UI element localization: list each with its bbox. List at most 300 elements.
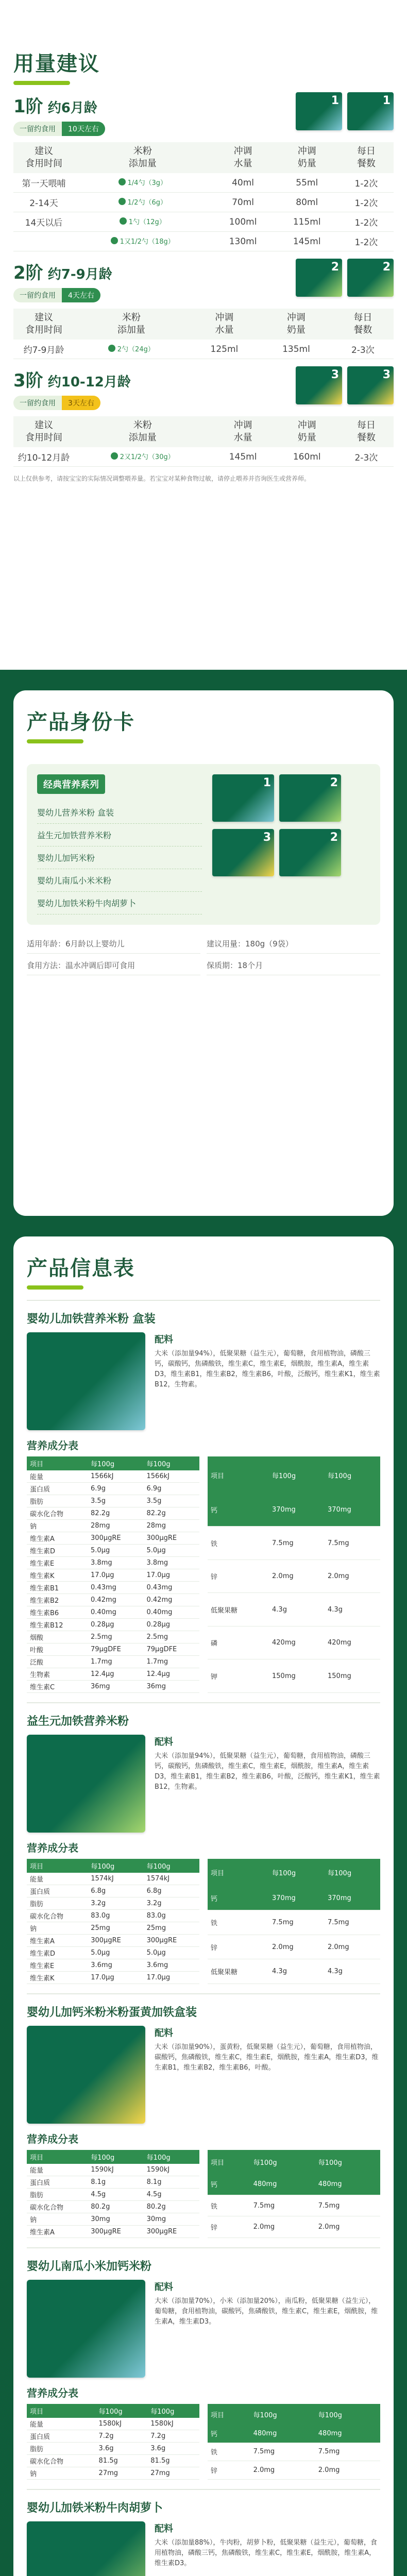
nutrition-table xyxy=(27,1859,199,1984)
nutrition-cell: 3.5g xyxy=(144,1495,200,1507)
nutrition-cell: 4.3g xyxy=(269,1959,325,1984)
nutrition-row xyxy=(208,1935,380,1959)
ingredients-title: 配料 xyxy=(155,1737,173,1748)
ingredients-text: 大米（添加量70%），小米（添加量20%），南瓜粉，低聚果糖（益生元），葡萄糖，食用植物油，碳酸钙，焦磷酸铁，维生素C，维生素E，烟酰胺，维生素A，维生素D3。 xyxy=(155,2297,378,2326)
usage-header-cell: 建议 食用时间 xyxy=(13,142,74,173)
nutrition-tables xyxy=(27,1456,380,1693)
nutrition-cell: 钙 xyxy=(208,2174,250,2195)
nutrition-cell: 17.0μg xyxy=(88,1972,143,1984)
nutrition-header-cell: 每100g xyxy=(96,2404,148,2418)
ingredients-text: 大米（添加量90%），蛋黄粉，低聚果糖（益生元），葡萄糖，食用植物油，碳酸钙，焦磷酸铁，维生素C，维生素E，烟酰胺，维生素A，维生素D3，维生素B1，维生素B2，维生素B6，叶酸。 xyxy=(155,2043,379,2072)
product-top xyxy=(27,1735,380,1833)
nutrition-row xyxy=(27,1619,199,1631)
nutrition-header-cell: 项目 xyxy=(27,2150,88,2164)
nutrition-header-cell: 每100g xyxy=(269,1859,325,1886)
usage-header-cell: 每日 餐数 xyxy=(339,142,394,173)
nutrition-cell: 300μgRE xyxy=(144,2226,199,2238)
usage-water: 145ml xyxy=(211,447,275,467)
nutrition-cell: 80.2g xyxy=(144,2201,199,2213)
nutrition-row xyxy=(27,2418,199,2430)
nutrition-cell: 能量 xyxy=(27,2418,96,2430)
nutrition-row xyxy=(27,1582,199,1594)
ingredients-title: 配料 xyxy=(155,1334,173,1345)
nutrition-cell: 脂肪 xyxy=(27,1495,88,1507)
nutrition-cell: 3.6mg xyxy=(144,1959,199,1972)
nutrition-cell: 钙 xyxy=(208,1494,269,1527)
usage-amount xyxy=(74,212,211,232)
usage-header-cell: 冲调 水量 xyxy=(211,142,275,173)
idcard-item: 婴幼儿南瓜小米米粉 xyxy=(37,869,202,892)
nutrition-cell: 锌 xyxy=(208,2461,250,2480)
nutrition-cell: 82.2g xyxy=(144,1507,200,1520)
idcard-section xyxy=(0,670,407,1236)
nutrition-cell: 3.8mg xyxy=(144,1557,200,1569)
usage-water: 40ml xyxy=(211,173,275,193)
spoon-icon xyxy=(120,217,127,225)
nutrition-cell: 370mg xyxy=(325,1494,380,1527)
product-name: 婴幼儿加铁营养米粉 盒装 xyxy=(27,1313,156,1326)
nutrition-cell: 碳水化合物 xyxy=(27,2455,96,2467)
nutrition-cell: 300μgRE xyxy=(88,1532,143,1545)
nutrition-cell: 6.8g xyxy=(144,1885,199,1897)
nutrition-cell: 1580kJ xyxy=(96,2418,148,2430)
nutrition-cell: 铁 xyxy=(208,1910,269,1935)
nutrition-row xyxy=(27,1557,199,1569)
stage-packs xyxy=(296,366,394,404)
nutrition-row xyxy=(208,2443,380,2461)
product-card xyxy=(27,1300,380,1693)
nutrition-header-cell: 每100g xyxy=(250,2150,315,2174)
product-image xyxy=(27,2026,145,2124)
nutrition-row xyxy=(27,1935,199,1947)
nutrition-cell: 蛋白质 xyxy=(27,2430,96,2443)
nutrition-cell: 27mg xyxy=(96,2467,148,2480)
nutrition-cell: 铁 xyxy=(208,2443,250,2461)
usage-milk: 115ml xyxy=(275,212,339,232)
nutrition-cell: 维生素B2 xyxy=(27,1594,88,1606)
ingredients xyxy=(155,2026,380,2124)
nutrition-cell: 3.6g xyxy=(147,2443,199,2455)
usage-meals: 1-2次 xyxy=(339,232,394,251)
usage-table xyxy=(13,416,394,467)
usage-section xyxy=(0,0,407,670)
nutrition-cell: 4.3g xyxy=(325,1959,380,1984)
nutrition-cell: 烟酸 xyxy=(27,1631,88,1643)
nutrition-cell: 30mg xyxy=(88,2213,143,2226)
nutrition-cell: 5.0μg xyxy=(88,1545,143,1557)
nutrition-cell: 1580kJ xyxy=(147,2418,199,2430)
stage-tag-label: 一留约食用 xyxy=(13,396,62,410)
usage-table-row xyxy=(13,193,394,212)
nutrition-row xyxy=(27,2455,199,2467)
spoon-icon xyxy=(111,452,118,460)
nutrition-cell: 25mg xyxy=(88,1922,143,1935)
nutrition-row xyxy=(208,1593,380,1626)
nutrition-row xyxy=(27,1569,199,1582)
usage-header-cell: 冲调 水量 xyxy=(189,309,261,340)
ingredients-title: 配料 xyxy=(155,2028,173,2039)
nutrition-cell: 生物素 xyxy=(27,1668,88,1681)
spoon-label: 2又1/2勺（30g） xyxy=(120,453,175,461)
nutrition-row xyxy=(27,1897,199,1910)
idcard-meta-item: 保质期：18个月 xyxy=(207,960,380,975)
nutrition-cell: 300μgRE xyxy=(144,1935,199,1947)
nutrition-cell: 2.0mg xyxy=(269,1935,325,1959)
product-card xyxy=(27,2247,380,2480)
nutrition-cell: 蛋白质 xyxy=(27,2176,88,2189)
nutrition-row xyxy=(27,1922,199,1935)
nutrition-cell: 维生素K xyxy=(27,1972,88,1984)
idcard-item: 婴幼儿加钙米粉 xyxy=(37,846,202,869)
nutrition-row xyxy=(208,1626,380,1659)
usage-amount xyxy=(74,340,189,359)
nutrition-cell: 5.0μg xyxy=(88,1947,143,1959)
nutrition-cell: 能量 xyxy=(27,1873,88,1885)
nutrition-cell: 480mg xyxy=(315,2174,380,2195)
nutrition-cell: 6.8g xyxy=(88,1885,143,1897)
nutrition-row xyxy=(208,1959,380,1984)
stage-tag-value: 3天左右 xyxy=(62,396,100,410)
usage-title: 用量建议 xyxy=(13,52,100,76)
usage-table-row xyxy=(13,212,394,232)
ingredients xyxy=(155,1735,380,1833)
nutrition-cell: 4.5g xyxy=(88,2189,143,2201)
nutrition-cell: 7.5mg xyxy=(315,2195,380,2216)
nutrition-cell: 4.5g xyxy=(144,2189,199,2201)
nutrition-row xyxy=(27,1972,199,1984)
nutrition-cell: 420mg xyxy=(269,1626,325,1659)
product-name: 益生元加铁营养米粉 xyxy=(27,1715,129,1728)
nutrition-cell: 6.9g xyxy=(88,1483,143,1495)
spoon-amount xyxy=(111,236,175,246)
nutrition-header-cell: 每100g xyxy=(269,1456,325,1494)
spoon-icon xyxy=(111,237,118,244)
nutrition-cell: 1.7mg xyxy=(144,1656,200,1668)
product-name: 婴幼儿加钙米粉米粉蛋黄加铁盒装 xyxy=(27,2006,197,2019)
usage-amount xyxy=(74,173,211,193)
usage-milk: 55ml xyxy=(275,173,339,193)
nutrition-cell: 2.0mg xyxy=(315,2461,380,2480)
nutrition-row xyxy=(27,1532,199,1545)
nutrition-cell: 钠 xyxy=(27,2213,88,2226)
nutrition-row xyxy=(27,1643,199,1656)
idcard-meta-item: 适用年龄：6月龄以上婴幼儿 xyxy=(27,938,200,954)
nutrition-cell: 36mg xyxy=(144,1681,200,1693)
nutrition-cell: 2.5mg xyxy=(144,1631,200,1643)
nutrition-cell: 1566kJ xyxy=(88,1470,143,1483)
usage-table xyxy=(13,142,394,251)
nutrition-cell: 7.5mg xyxy=(250,2443,315,2461)
idcard-list xyxy=(37,774,202,914)
nutrition-title: 营养成分表 xyxy=(27,2387,78,2399)
usage-water: 130ml xyxy=(211,232,275,251)
nutrition-cell: 脂肪 xyxy=(27,2443,96,2455)
nutrition-cell: 维生素A xyxy=(27,1935,88,1947)
nutrition-header-cell: 每100g xyxy=(315,2404,380,2425)
title-underline xyxy=(27,1285,83,1290)
idcard-box-title: 经典营养系列 xyxy=(37,774,105,794)
ingredients-title: 配料 xyxy=(155,2523,173,2534)
nutrition-cell: 8.1g xyxy=(144,2176,199,2189)
nutrition-cell: 7.5mg xyxy=(325,1910,380,1935)
stage-tag xyxy=(13,396,100,410)
nutrition-header-cell: 项目 xyxy=(208,1859,269,1886)
idcard-box xyxy=(27,764,380,925)
usage-table-row xyxy=(13,173,394,193)
idcard-panel xyxy=(13,690,394,1216)
nutrition-table xyxy=(208,2404,380,2480)
product-pack-image: 1 xyxy=(212,774,274,822)
product-image xyxy=(27,1735,145,1833)
product-pack-image xyxy=(296,92,342,130)
nutrition-cell: 81.5g xyxy=(147,2455,199,2467)
usage-time: 约10-12月龄 xyxy=(13,447,74,467)
usage-milk: 160ml xyxy=(275,447,339,467)
nutrition-cell: 钙 xyxy=(208,2425,250,2443)
nutrition-cell: 钙 xyxy=(208,1886,269,1910)
nutrition-cell: 2.0mg xyxy=(250,2461,315,2480)
nutrition-cell: 300μgRE xyxy=(88,1935,143,1947)
nutrition-cell: 维生素B12 xyxy=(27,1619,88,1631)
nutrition-cell: 维生素D xyxy=(27,1947,88,1959)
title-underline xyxy=(13,81,70,85)
pack-number: 2 xyxy=(331,261,339,274)
nutrition-row xyxy=(208,1494,380,1527)
nutrition-table xyxy=(208,2150,380,2238)
nutrition-cell: 2.5mg xyxy=(88,1631,143,1643)
product-pack-image: 2 xyxy=(279,774,341,822)
nutrition-cell: 7.5mg xyxy=(269,1910,325,1935)
nutrition-cell: 480mg xyxy=(250,2174,315,2195)
stage-header xyxy=(13,92,394,136)
nutrition-row xyxy=(27,2467,199,2480)
nutrition-cell: 锌 xyxy=(208,2216,250,2238)
nutrition-cell: 蛋白质 xyxy=(27,1885,88,1897)
nutrition-cell: 钾 xyxy=(208,1659,269,1693)
nutrition-row xyxy=(27,1959,199,1972)
nutrition-cell: 3.8mg xyxy=(88,1557,143,1569)
nutrition-cell: 79μgDFE xyxy=(144,1643,200,1656)
nutrition-cell: 维生素A xyxy=(27,1532,88,1545)
nutrition-row xyxy=(27,1873,199,1885)
nutrition-cell: 1590kJ xyxy=(144,2164,199,2176)
nutrition-row xyxy=(208,1527,380,1560)
nutrition-cell: 3.2g xyxy=(144,1897,199,1910)
nutrition-cell: 1574kJ xyxy=(88,1873,143,1885)
title-underline xyxy=(27,739,83,743)
nutrition-cell: 能量 xyxy=(27,2164,88,2176)
nutrition-row xyxy=(27,1495,199,1507)
idcard-item: 婴幼儿营养米粉 盒装 xyxy=(37,801,202,824)
product-card xyxy=(27,1702,380,1984)
usage-table xyxy=(13,309,394,359)
nutrition-header-cell: 项目 xyxy=(27,1456,88,1470)
stage-name xyxy=(13,259,112,284)
nutrition-cell: 7.5mg xyxy=(325,1527,380,1560)
nutrition-cell: 能量 xyxy=(27,1470,88,1483)
product-pack-image: 3 xyxy=(212,829,274,876)
pack-number: 3 xyxy=(331,368,339,381)
usage-time: 第一天喂哺 xyxy=(13,173,74,193)
idcard-meta xyxy=(27,938,380,975)
ingredients-text: 大米（添加量88%），牛肉粉，胡萝卜粉，低聚果糖（益生元），葡萄糖，食用植物油，磷酸三钙，焦磷酸铁，维生素C，维生素E，烟酰胺，维生素A，维生素D3。 xyxy=(155,2539,377,2567)
spoon-amount xyxy=(118,177,167,187)
nutrition-tables xyxy=(27,2404,380,2480)
nutrition-cell: 1.7mg xyxy=(88,1656,143,1668)
nutrition-row xyxy=(208,2174,380,2195)
nutrition-cell: 0.43mg xyxy=(88,1582,143,1594)
nutrition-header-cell: 每100g xyxy=(144,1456,200,1470)
nutrition-cell: 80.2g xyxy=(88,2201,143,2213)
nutrition-row xyxy=(208,1659,380,1693)
stage-prefix: 2阶 xyxy=(13,263,43,283)
pack-number: 1 xyxy=(382,94,391,107)
stage-tag-value: 10天左右 xyxy=(62,122,105,136)
nutrition-cell: 2.0mg xyxy=(315,2216,380,2238)
usage-table-header xyxy=(13,309,394,340)
spoon-label: 1/4勺（3g） xyxy=(127,179,167,187)
nutrition-header xyxy=(27,1859,199,1873)
usage-meals: 2-3次 xyxy=(332,340,394,359)
nutrition-cell: 480mg xyxy=(315,2425,380,2443)
stage-name xyxy=(13,366,131,392)
stage-age: 约7-9月龄 xyxy=(43,267,112,282)
nutrition-row xyxy=(27,1947,199,1959)
usage-footnote: 以上仅供参考，请按宝宝的实际情况调整喂养量。若宝宝对某种食物过敏，请停止喂养并咨询医生或营养师。 xyxy=(13,475,311,482)
nutrition-header xyxy=(208,1456,380,1494)
product-top xyxy=(27,1332,380,1430)
idcard-item: 婴幼儿加铁米粉牛肉胡萝卜 xyxy=(37,892,202,914)
nutrition-row xyxy=(27,1606,199,1619)
nutrition-cell: 150mg xyxy=(269,1659,325,1693)
nutrition-cell: 2.0mg xyxy=(325,1935,380,1959)
stage-packs xyxy=(296,92,394,130)
nutrition-cell: 82.2g xyxy=(88,1507,143,1520)
nutrition-row xyxy=(208,2195,380,2216)
usage-table-header xyxy=(13,416,394,447)
nutrition-header-cell: 每100g xyxy=(144,1859,199,1873)
usage-header-cell: 建议 食用时间 xyxy=(13,309,74,340)
usage-meals: 1-2次 xyxy=(339,212,394,232)
usage-header-cell: 米粉 添加量 xyxy=(74,142,211,173)
product-image xyxy=(27,1332,145,1430)
usage-water: 100ml xyxy=(211,212,275,232)
ingredients xyxy=(155,2280,380,2378)
usage-stages xyxy=(13,92,394,467)
usage-milk: 135ml xyxy=(260,340,332,359)
nutrition-row xyxy=(27,2176,199,2189)
nutrition-table xyxy=(27,2150,199,2238)
usage-time xyxy=(13,232,74,251)
stage-packs xyxy=(296,259,394,297)
nutrition-cell: 4.3g xyxy=(269,1593,325,1626)
nutrition-cell: 蛋白质 xyxy=(27,1483,88,1495)
nutrition-row xyxy=(27,1520,199,1532)
nutrition-table xyxy=(27,1456,199,1693)
nutrition-header-cell: 每100g xyxy=(88,1456,143,1470)
nutrition-header-cell: 每100g xyxy=(147,2404,199,2418)
info-panel xyxy=(13,1236,394,2576)
nutrition-header xyxy=(27,1456,199,1470)
stage-prefix: 3阶 xyxy=(13,370,43,391)
nutrition-cell: 2.0mg xyxy=(250,2216,315,2238)
nutrition-header xyxy=(27,2150,199,2164)
product-pack-image xyxy=(296,366,342,404)
usage-table-header xyxy=(13,142,394,173)
nutrition-cell: 5.0μg xyxy=(144,1545,200,1557)
product-top xyxy=(27,2026,380,2124)
nutrition-row xyxy=(27,1681,199,1693)
stage-title-block xyxy=(13,366,131,410)
nutrition-cell: 3.2g xyxy=(88,1897,143,1910)
nutrition-cell: 锌 xyxy=(208,1935,269,1959)
nutrition-cell: 钠 xyxy=(27,1520,88,1532)
idcard-meta-item: 食用方法：温水冲调后即可食用 xyxy=(27,960,200,975)
usage-time: 2-14天 xyxy=(13,193,74,212)
usage-amount xyxy=(74,193,211,212)
nutrition-cell: 1590kJ xyxy=(88,2164,143,2176)
idcard-title: 产品身份卡 xyxy=(27,710,135,734)
nutrition-row xyxy=(27,2189,199,2201)
nutrition-header xyxy=(208,2150,380,2174)
nutrition-header-cell: 每100g xyxy=(144,2150,199,2164)
nutrition-cell: 3.5g xyxy=(88,1495,143,1507)
nutrition-cell: 370mg xyxy=(269,1494,325,1527)
nutrition-cell: 17.0μg xyxy=(144,1972,199,1984)
nutrition-row xyxy=(27,2443,199,2455)
nutrition-header xyxy=(208,2404,380,2425)
nutrition-cell: 脂肪 xyxy=(27,2189,88,2201)
spoon-label: 1又1/2勺（18g） xyxy=(120,238,175,246)
nutrition-cell: 维生素K xyxy=(27,1569,88,1582)
usage-header-cell: 冲调 水量 xyxy=(211,416,275,447)
nutrition-row xyxy=(27,1668,199,1681)
nutrition-cell: 低聚果糖 xyxy=(208,1959,269,1984)
usage-header-cell: 冲调 奶量 xyxy=(260,309,332,340)
nutrition-row xyxy=(27,1470,199,1483)
nutrition-row xyxy=(208,1560,380,1593)
nutrition-cell: 150mg xyxy=(325,1659,380,1693)
nutrition-cell: 28mg xyxy=(144,1520,200,1532)
nutrition-row xyxy=(208,1910,380,1935)
nutrition-row xyxy=(27,1910,199,1922)
nutrition-row xyxy=(208,1886,380,1910)
nutrition-cell: 0.40mg xyxy=(144,1606,200,1619)
idcard-items xyxy=(37,801,202,914)
usage-milk: 80ml xyxy=(275,193,339,212)
product-image xyxy=(27,2280,145,2378)
nutrition-header-cell: 每100g xyxy=(325,1859,380,1886)
usage-milk: 145ml xyxy=(275,232,339,251)
usage-header-cell: 米粉 添加量 xyxy=(74,416,211,447)
nutrition-header-cell: 项目 xyxy=(208,2150,250,2174)
nutrition-row xyxy=(27,1656,199,1668)
nutrition-cell: 磷 xyxy=(208,1626,269,1659)
spoon-amount xyxy=(120,216,166,226)
nutrition-cell: 370mg xyxy=(325,1886,380,1910)
product-pack-image xyxy=(296,259,342,297)
usage-meals: 1-2次 xyxy=(339,193,394,212)
nutrition-cell: 4.3g xyxy=(325,1593,380,1626)
usage-header-cell: 每日 餐数 xyxy=(332,309,394,340)
nutrition-cell: 28mg xyxy=(88,1520,143,1532)
nutrition-cell: 钠 xyxy=(27,2467,96,2480)
nutrition-row xyxy=(27,2430,199,2443)
stage-tag-value: 4天左右 xyxy=(62,288,100,302)
stage-header xyxy=(13,366,394,410)
usage-time: 约7-9月龄 xyxy=(13,340,74,359)
nutrition-cell: 480mg xyxy=(250,2425,315,2443)
